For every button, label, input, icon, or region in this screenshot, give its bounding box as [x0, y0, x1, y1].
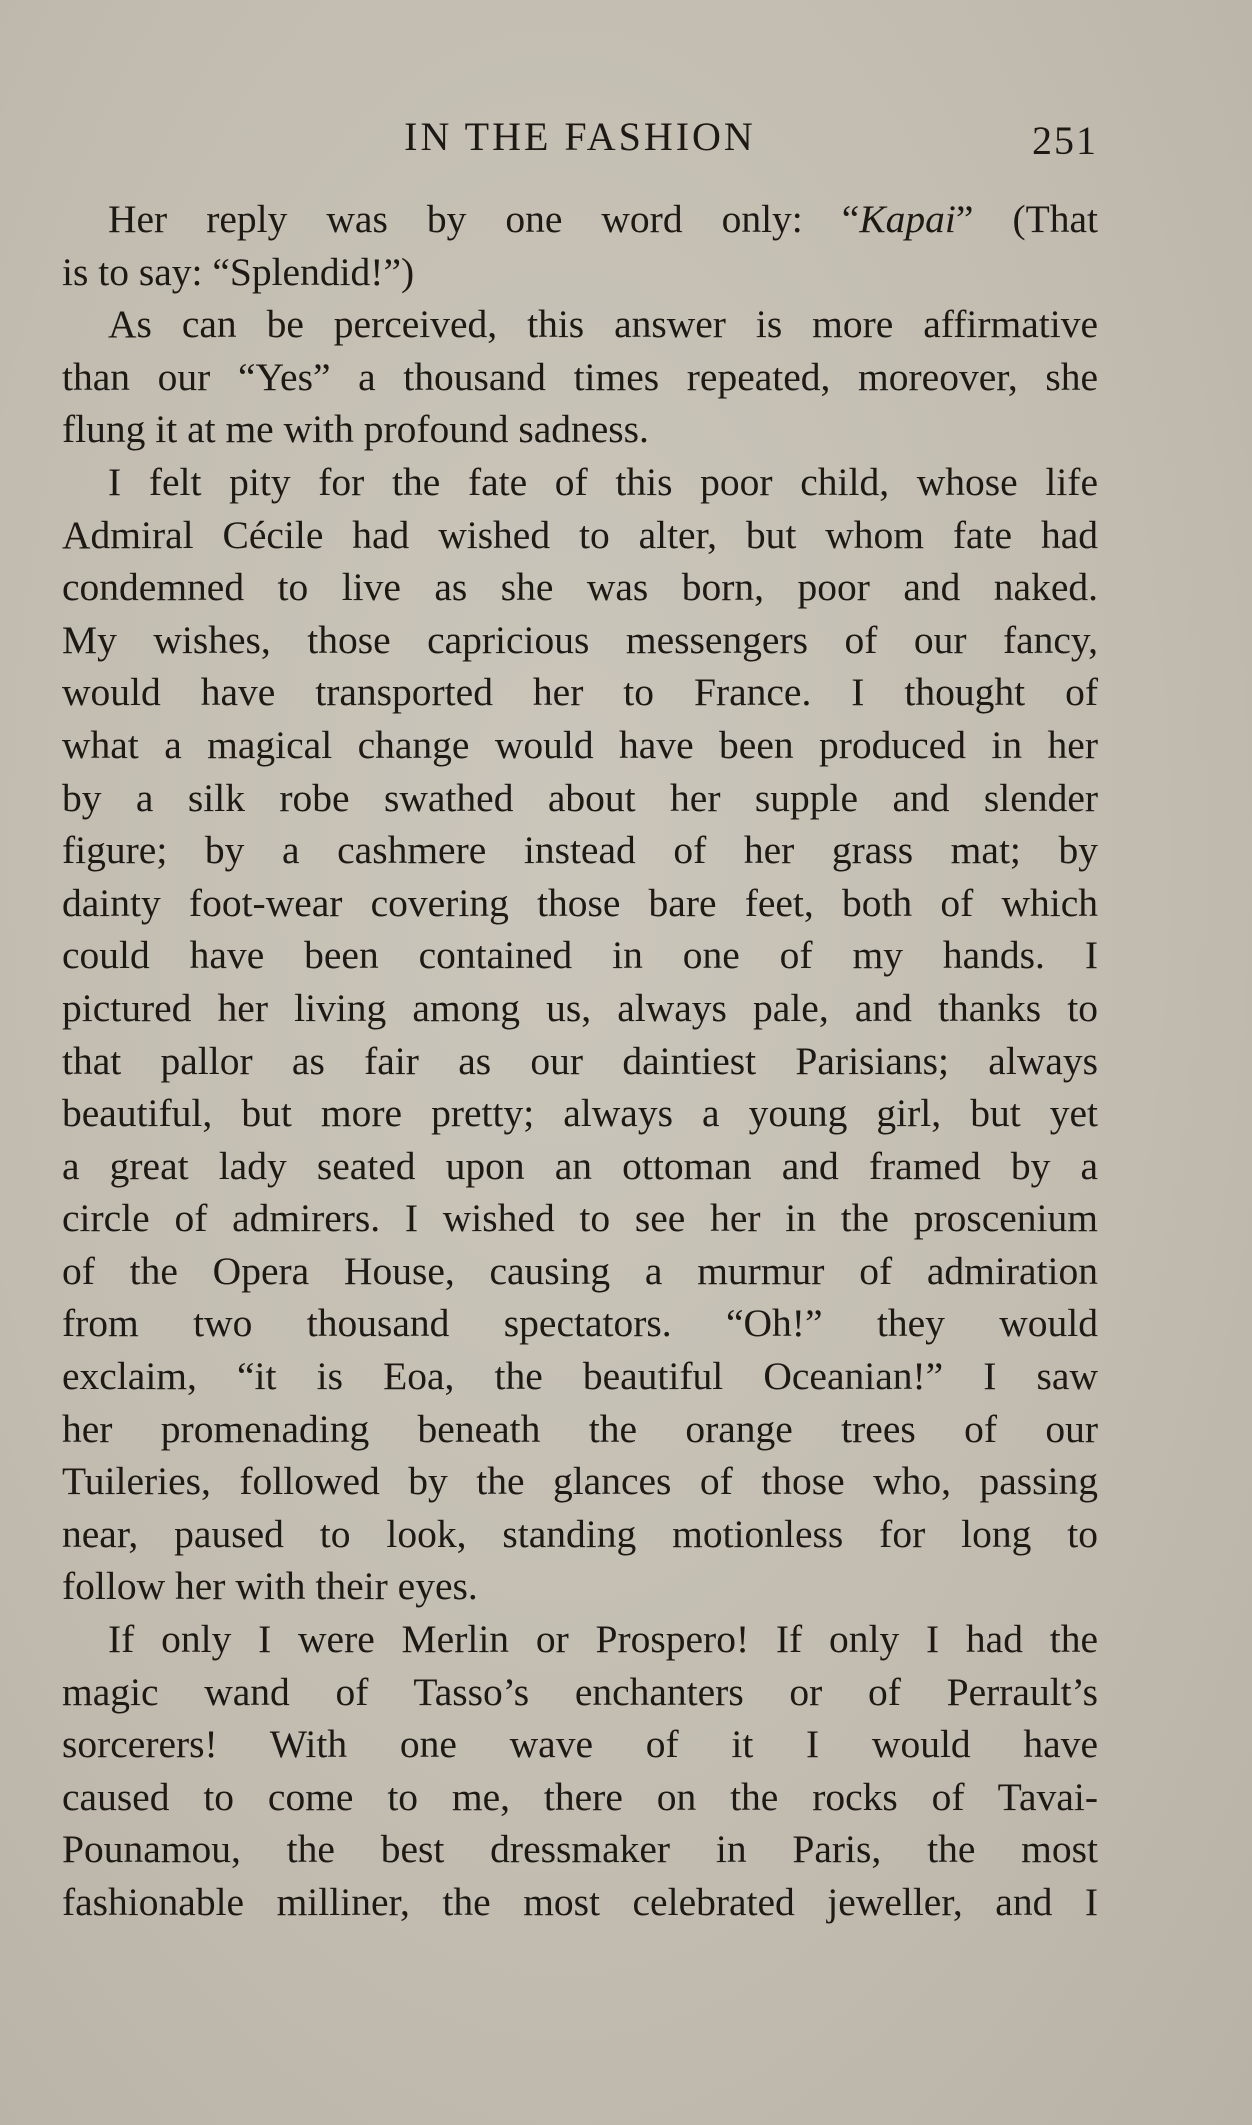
text-line: exclaim, “it is Eoa, the beautiful Oceanian!” I saw: [62, 1354, 1098, 1399]
text-line: Admiral Cécile had wished to alter, but whom fate had: [62, 512, 1098, 557]
text-line: from two thousand spectators. “Oh!” they would: [62, 1301, 1098, 1346]
text-line: what a magical change would have been produced in her: [62, 722, 1098, 767]
text-line: As can be perceived, this answer is more affirmative: [108, 302, 1098, 347]
text-line: circle of admirers. I wished to see her in the proscenium: [62, 1196, 1098, 1241]
text-line: that pallor as fair as our daintiest Parisians; always: [62, 1038, 1098, 1083]
text-line: Tuileries, followed by the glances of those who, passing: [62, 1459, 1098, 1504]
text-line: could have been contained in one of my hands. I: [62, 933, 1098, 978]
text-line: pictured her living among us, always pale, and thanks to: [62, 985, 1098, 1030]
page-number: 251: [1032, 118, 1098, 163]
paragraph: [62, 1613, 1098, 1929]
text-line: My wishes, those capricious messengers of our fancy,: [62, 617, 1098, 662]
text-line: caused to come to me, there on the rocks of Tavai-: [62, 1774, 1098, 1819]
text-line: by a silk robe swathed about her supple and slender: [62, 775, 1098, 820]
text-line: is to say: “Splendid!”): [62, 249, 415, 294]
italic-word: Kapai: [859, 197, 956, 241]
text-line: would have transported her to France. I thought of: [62, 670, 1098, 715]
text-line: If only I were Merlin or Prospero! If only I had the: [108, 1617, 1098, 1662]
text-line: sorcerers! With one wave of it I would have: [62, 1722, 1098, 1767]
text-line: follow her with their eyes.: [62, 1564, 478, 1609]
text-line: her promenading beneath the orange trees of our: [62, 1406, 1098, 1451]
text-line: Pounamou, the best dressmaker in Paris, the most: [62, 1827, 1098, 1872]
text-line: a great lady seated upon an ottoman and framed by a: [62, 1143, 1098, 1188]
text-line: fashionable milliner, the most celebrated jeweller, and I: [62, 1880, 1098, 1924]
text-line: I felt pity for the fate of this poor child, whose life: [108, 459, 1098, 504]
text-line: figure; by a cashmere instead of her grass mat; by: [62, 828, 1098, 873]
text-line: than our “Yes” a thousand times repeated, moreover, she: [62, 354, 1098, 399]
text-line: Her reply was by one word only: “Kapai” (That: [108, 197, 1098, 241]
running-head: [62, 112, 1098, 172]
paragraph: [62, 298, 1098, 456]
body-text: [62, 193, 1098, 1929]
text-line: near, paused to look, standing motionless for long to: [62, 1511, 1098, 1556]
paragraph: [62, 456, 1098, 1613]
running-title: IN THE FASHION: [404, 114, 756, 159]
text-line: flung it at me with profound sadness.: [62, 407, 649, 452]
text-line: dainty foot-wear covering those bare feet, both of which: [62, 880, 1098, 925]
text-line: beautiful, but more pretty; always a young girl, but yet: [62, 1091, 1098, 1136]
text-line: magic wand of Tasso’s enchanters or of Perrault’s: [62, 1669, 1098, 1714]
text-line: condemned to live as she was born, poor and naked.: [62, 565, 1098, 610]
text-line: of the Opera House, causing a murmur of admiration: [62, 1248, 1098, 1293]
paragraph: [62, 193, 1098, 298]
